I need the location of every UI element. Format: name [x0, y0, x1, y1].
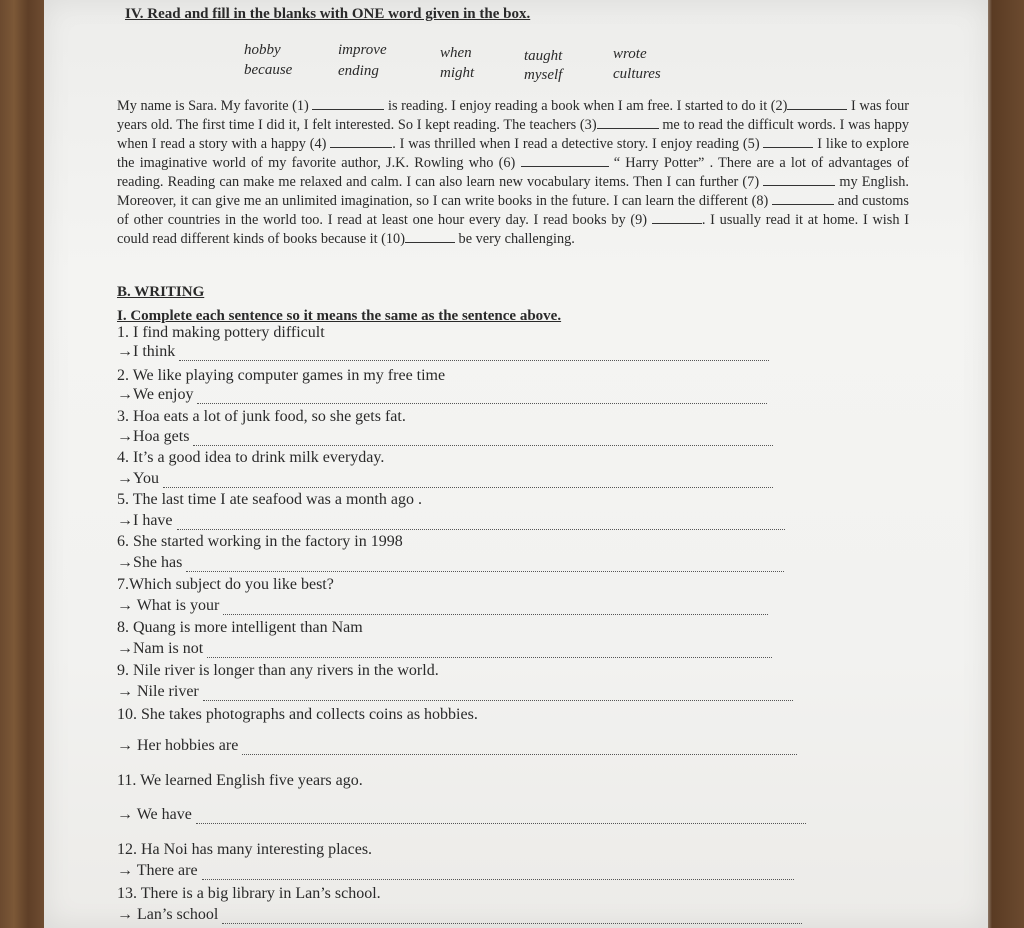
answer-dots[interactable] [242, 742, 797, 755]
blank-4[interactable] [330, 147, 392, 148]
answer-dots[interactable] [177, 517, 785, 530]
answer-dots[interactable] [163, 475, 773, 488]
answer-dots[interactable] [193, 433, 773, 446]
answer-prompt: →Hoa gets [117, 428, 190, 445]
blank-1[interactable] [312, 109, 384, 110]
answer-line[interactable] [117, 737, 797, 755]
answer-prompt: → Nile river [117, 683, 199, 700]
answer-line[interactable] [117, 470, 773, 488]
passage-text: . I was thrilled when I read a detective story. I enjoy reading (5) [392, 136, 764, 152]
question-text: 7.Which subject do you like best? [117, 576, 334, 593]
answer-line[interactable] [117, 640, 772, 658]
passage-text: my English. Moreover, it can give me an unlimited imagination, so I can write books in the future. I can learn the different (8) [117, 174, 909, 209]
blank-10[interactable] [405, 242, 455, 243]
passage-text: “ Harry Potter” . There are a lot of advantages of reading. Reading can make me relaxed and calm. I can also learn new vocabulary items. Then I can further (7) [117, 155, 909, 190]
blank-5[interactable] [763, 147, 813, 148]
word-box-item: taught [524, 48, 563, 64]
writing-heading: B. WRITING [117, 284, 205, 300]
question-text: 8. Quang is more intelligent than Nam [117, 619, 363, 636]
answer-dots[interactable] [223, 602, 768, 615]
answer-line[interactable] [117, 428, 773, 446]
question-text: 10. She takes photographs and collects coins as hobbies. [117, 706, 478, 723]
answer-prompt: →I think [117, 343, 176, 360]
word-box-item: improve [338, 42, 387, 58]
question-text: 4. It’s a good idea to drink milk everyday. [117, 449, 385, 466]
answer-prompt: → Her hobbies are [117, 737, 239, 754]
word-box-item: hobby [244, 42, 281, 58]
word-box-item: because [244, 62, 293, 78]
blank-8[interactable] [772, 204, 834, 205]
answer-dots[interactable] [203, 688, 793, 701]
answer-line[interactable] [117, 683, 793, 701]
passage-text: I like to explore the imaginative world of my favorite author, J.K. Rowling who (6) [117, 136, 909, 171]
question-text: 9. Nile river is longer than any rivers in the world. [117, 662, 439, 679]
question-text: 11. We learned English five years ago. [117, 772, 363, 789]
answer-prompt: → There are [117, 862, 198, 879]
passage-text: and customs of other countries in the world too. I read at least one hour every day. I read books by (9) [117, 193, 909, 228]
answer-line[interactable] [117, 597, 768, 615]
blank-3[interactable] [597, 128, 659, 129]
passage-text: I was four years old. The first time I did it, I felt interested. So I kept reading. The teachers (3) [117, 98, 910, 133]
section-iv-title: IV. Read and fill in the blanks with ONE word given in the box. [125, 6, 531, 22]
word-box-item: might [440, 65, 475, 81]
word-box-item: wrote [613, 46, 647, 62]
answer-dots[interactable] [197, 391, 767, 404]
answer-prompt: → Lan’s school [117, 906, 219, 923]
answer-line[interactable] [117, 512, 785, 530]
answer-dots[interactable] [196, 811, 806, 824]
question-text: 3. Hoa eats a lot of junk food, so she gets fat. [117, 408, 406, 425]
word-box-item: when [440, 45, 472, 61]
answer-line[interactable] [117, 906, 802, 924]
answer-prompt: →Nam is not [117, 640, 204, 657]
writing-instruction: I. Complete each sentence so it means the same as the sentence above. [117, 308, 562, 324]
answer-dots[interactable] [186, 559, 784, 572]
passage-text: me to read the difficult words. I was happy when I read a story with a happy (4) [117, 117, 909, 152]
question-text: 12. Ha Noi has many interesting places. [117, 841, 373, 858]
blank-2[interactable] [787, 109, 847, 110]
answer-prompt: → We have [117, 806, 192, 823]
question-text: 5. The last time I ate seafood was a month ago . [117, 491, 422, 508]
answer-line[interactable] [117, 343, 769, 361]
answer-prompt: →You [117, 470, 159, 487]
passage-text: My name is Sara. My favorite (1) [117, 98, 313, 114]
answer-prompt: →She has [117, 554, 183, 571]
question-text: 6. She started working in the factory in 1998 [117, 533, 403, 550]
reading-passage [117, 97, 909, 249]
question-text: 2. We like playing computer games in my free time [117, 367, 446, 384]
passage-text: . I usually read it at home. I wish I could read different kinds of books because it (10) [117, 212, 909, 247]
answer-dots[interactable] [222, 911, 802, 924]
answer-prompt: → What is your [117, 597, 220, 614]
answer-line[interactable] [117, 386, 767, 404]
word-box-item: ending [338, 63, 379, 79]
word-box-item: cultures [613, 66, 661, 82]
answer-line[interactable] [117, 862, 794, 880]
blank-7[interactable] [763, 185, 835, 186]
answer-dots[interactable] [207, 645, 772, 658]
question-text: 13. There is a big library in Lan’s school. [117, 885, 381, 902]
answer-dots[interactable] [179, 348, 769, 361]
answer-prompt: →We enjoy [117, 386, 194, 403]
blank-9[interactable] [652, 223, 702, 224]
answer-line[interactable] [117, 806, 806, 824]
answer-prompt: →I have [117, 512, 173, 529]
word-box-item: myself [524, 67, 563, 83]
answer-dots[interactable] [202, 867, 794, 880]
answer-line[interactable] [117, 554, 784, 572]
question-text: 1. I find making pottery difficult [117, 324, 325, 341]
passage-text: be very challenging. [454, 231, 575, 247]
blank-6[interactable] [521, 166, 609, 167]
passage-text: is reading. I enjoy reading a book when I am free. I started to do it (2) [384, 98, 788, 114]
